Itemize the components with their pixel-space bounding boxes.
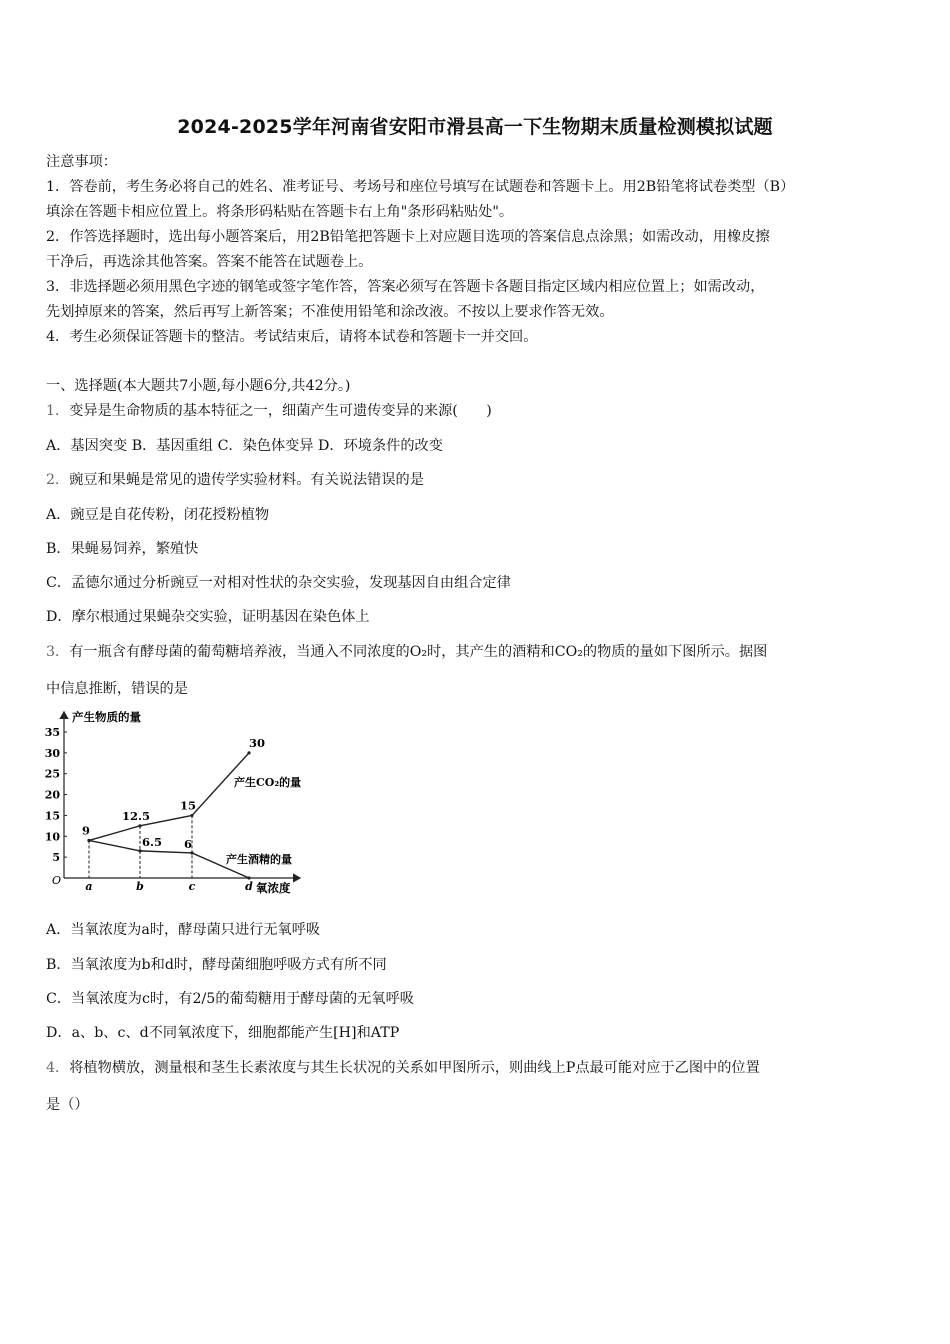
y-tick-label: 20 xyxy=(44,788,60,802)
x-tick-label: a xyxy=(85,880,93,893)
question-stem: 变异是生命物质的基本特征之一，细菌产生可遗传变异的来源( ) xyxy=(69,403,492,419)
data-point xyxy=(247,876,250,879)
data-point xyxy=(138,824,141,827)
y-tick-label: 35 xyxy=(44,726,60,739)
origin-label: O xyxy=(52,874,62,887)
y-tick-label: 15 xyxy=(44,809,60,823)
option-a: A．豌豆是自花传粉，闭花授粉植物 xyxy=(46,507,270,523)
notice-line: 2．作答选择题时，选出每小题答案后，用2B铅笔把答题卡上对应题目选项的答案信息点涂黑；如需改动，用橡皮擦 xyxy=(46,229,770,245)
notice-line: 先划掉原来的答案，然后再写上新答案；不准使用铅笔和涂改液。不按以上要求作答无效。 xyxy=(46,304,614,320)
question-1 xyxy=(46,401,908,421)
question-3-stem-cont: 中信息推断，错误的是 xyxy=(46,681,188,697)
x-tick-label: d xyxy=(245,880,253,893)
question-4 xyxy=(46,1058,908,1078)
question-4-stem-cont: 是（） xyxy=(46,1097,89,1113)
option-d: D．a、b、c、d不同氧浓度下，细胞都能产生[H]和ATP xyxy=(46,1025,400,1041)
question-2 xyxy=(46,470,908,490)
question-number: 3． xyxy=(46,644,70,660)
data-label: 6 xyxy=(183,836,193,851)
data-label: 30 xyxy=(248,735,266,750)
question-3 xyxy=(46,642,908,662)
notice-line: 1．答卷前，考生务必将自己的姓名、准考证号、考场号和座位号填写在试题卷和答题卡上。用2B铅笔将试卷类型（B） xyxy=(46,179,795,195)
notice-line: 3．非选择题必须用黑色字迹的钢笔或签字笔作答，答案必须写在答题卡各题目指定区域内相应位置上；如需改动， xyxy=(46,279,765,295)
data-point xyxy=(138,849,141,852)
y-axis-label: 产生物质的量 xyxy=(72,710,141,724)
data-label: 9 xyxy=(81,823,91,838)
data-point xyxy=(190,851,193,854)
question-number: 4． xyxy=(46,1060,70,1076)
data-label: 12.5 xyxy=(121,808,151,823)
question-1-options: A．基因突变 B．基因重组 C．染色体变异 D．环境条件的改变 xyxy=(46,438,443,454)
question-number: 1． xyxy=(46,403,70,419)
notice-heading: 注意事项： xyxy=(46,154,117,170)
question-number: 2． xyxy=(46,472,70,488)
y-tick-label: 25 xyxy=(44,767,60,781)
option-a: A．当氧浓度为a时，酵母菌只进行无氧呼吸 xyxy=(46,922,321,938)
option-c: C．孟德尔通过分析豌豆一对相对性状的杂交实验，发现基因自由组合定律 xyxy=(46,575,511,591)
question-stem: 有一瓶含有酵母菌的葡萄糖培养液，当通入不同浓度的O₂时，其产生的酒精和CO₂的物质的量如下图所示。据图 xyxy=(69,644,768,660)
co2-line xyxy=(89,753,249,841)
notice-line: 填涂在答题卡相应位置上。将条形码粘贴在答题卡右上角"条形码粘贴处"。 xyxy=(46,204,514,220)
y-tick-label: 30 xyxy=(44,746,60,760)
y-tick-label: 10 xyxy=(44,830,60,844)
option-b: B．果蝇易饲养，繁殖快 xyxy=(46,541,199,557)
y-tick-label: 5 xyxy=(52,851,60,865)
notice-line: 干净后，再选涂其他答案。答案不能答在试题卷上。 xyxy=(46,254,373,270)
option-d: D．摩尔根通过果蝇杂交实验，证明基因在染色体上 xyxy=(46,609,370,625)
data-point xyxy=(247,751,250,754)
notice-line: 4．考生必须保证答题卡的整洁。考试结束后，请将本试卷和答题卡一并交回。 xyxy=(46,329,538,345)
page-title: 2024-2025学年河南省安阳市滑县高一下生物期末质量检测模拟试题 xyxy=(177,116,773,138)
data-point xyxy=(190,814,193,817)
series-label-co2: 产生CO₂的量 xyxy=(234,776,302,790)
data-point xyxy=(87,839,90,842)
option-b: B．当氧浓度为b和d时，酵母菌细胞呼吸方式有所不同 xyxy=(46,957,387,973)
x-tick-label: b xyxy=(136,880,144,893)
option-c: C．当氧浓度为c时，有2/5的葡萄糖用于酵母菌的无氧呼吸 xyxy=(46,991,414,1007)
data-label: 6.5 xyxy=(141,834,163,849)
question-stem: 豌豆和果蝇是常见的遗传学实验材料。有关说法错误的是 xyxy=(69,472,424,488)
question-stem: 将植物横放，测量根和茎生长素浓度与其生长状况的关系如甲图所示，则曲线上P点最可能对应于乙图中的位置 xyxy=(69,1060,760,1076)
data-label: 15 xyxy=(179,798,197,813)
x-axis-label: 氧浓度 xyxy=(256,881,291,895)
section-heading: 一、选择题(本大题共7小题,每小题6分,共42分。) xyxy=(46,378,351,394)
series-label-alcohol: 产生酒精的量 xyxy=(226,853,292,867)
x-tick-label: c xyxy=(188,880,196,893)
oxygen-concentration-chart xyxy=(44,706,324,898)
alcohol-line xyxy=(89,840,249,878)
